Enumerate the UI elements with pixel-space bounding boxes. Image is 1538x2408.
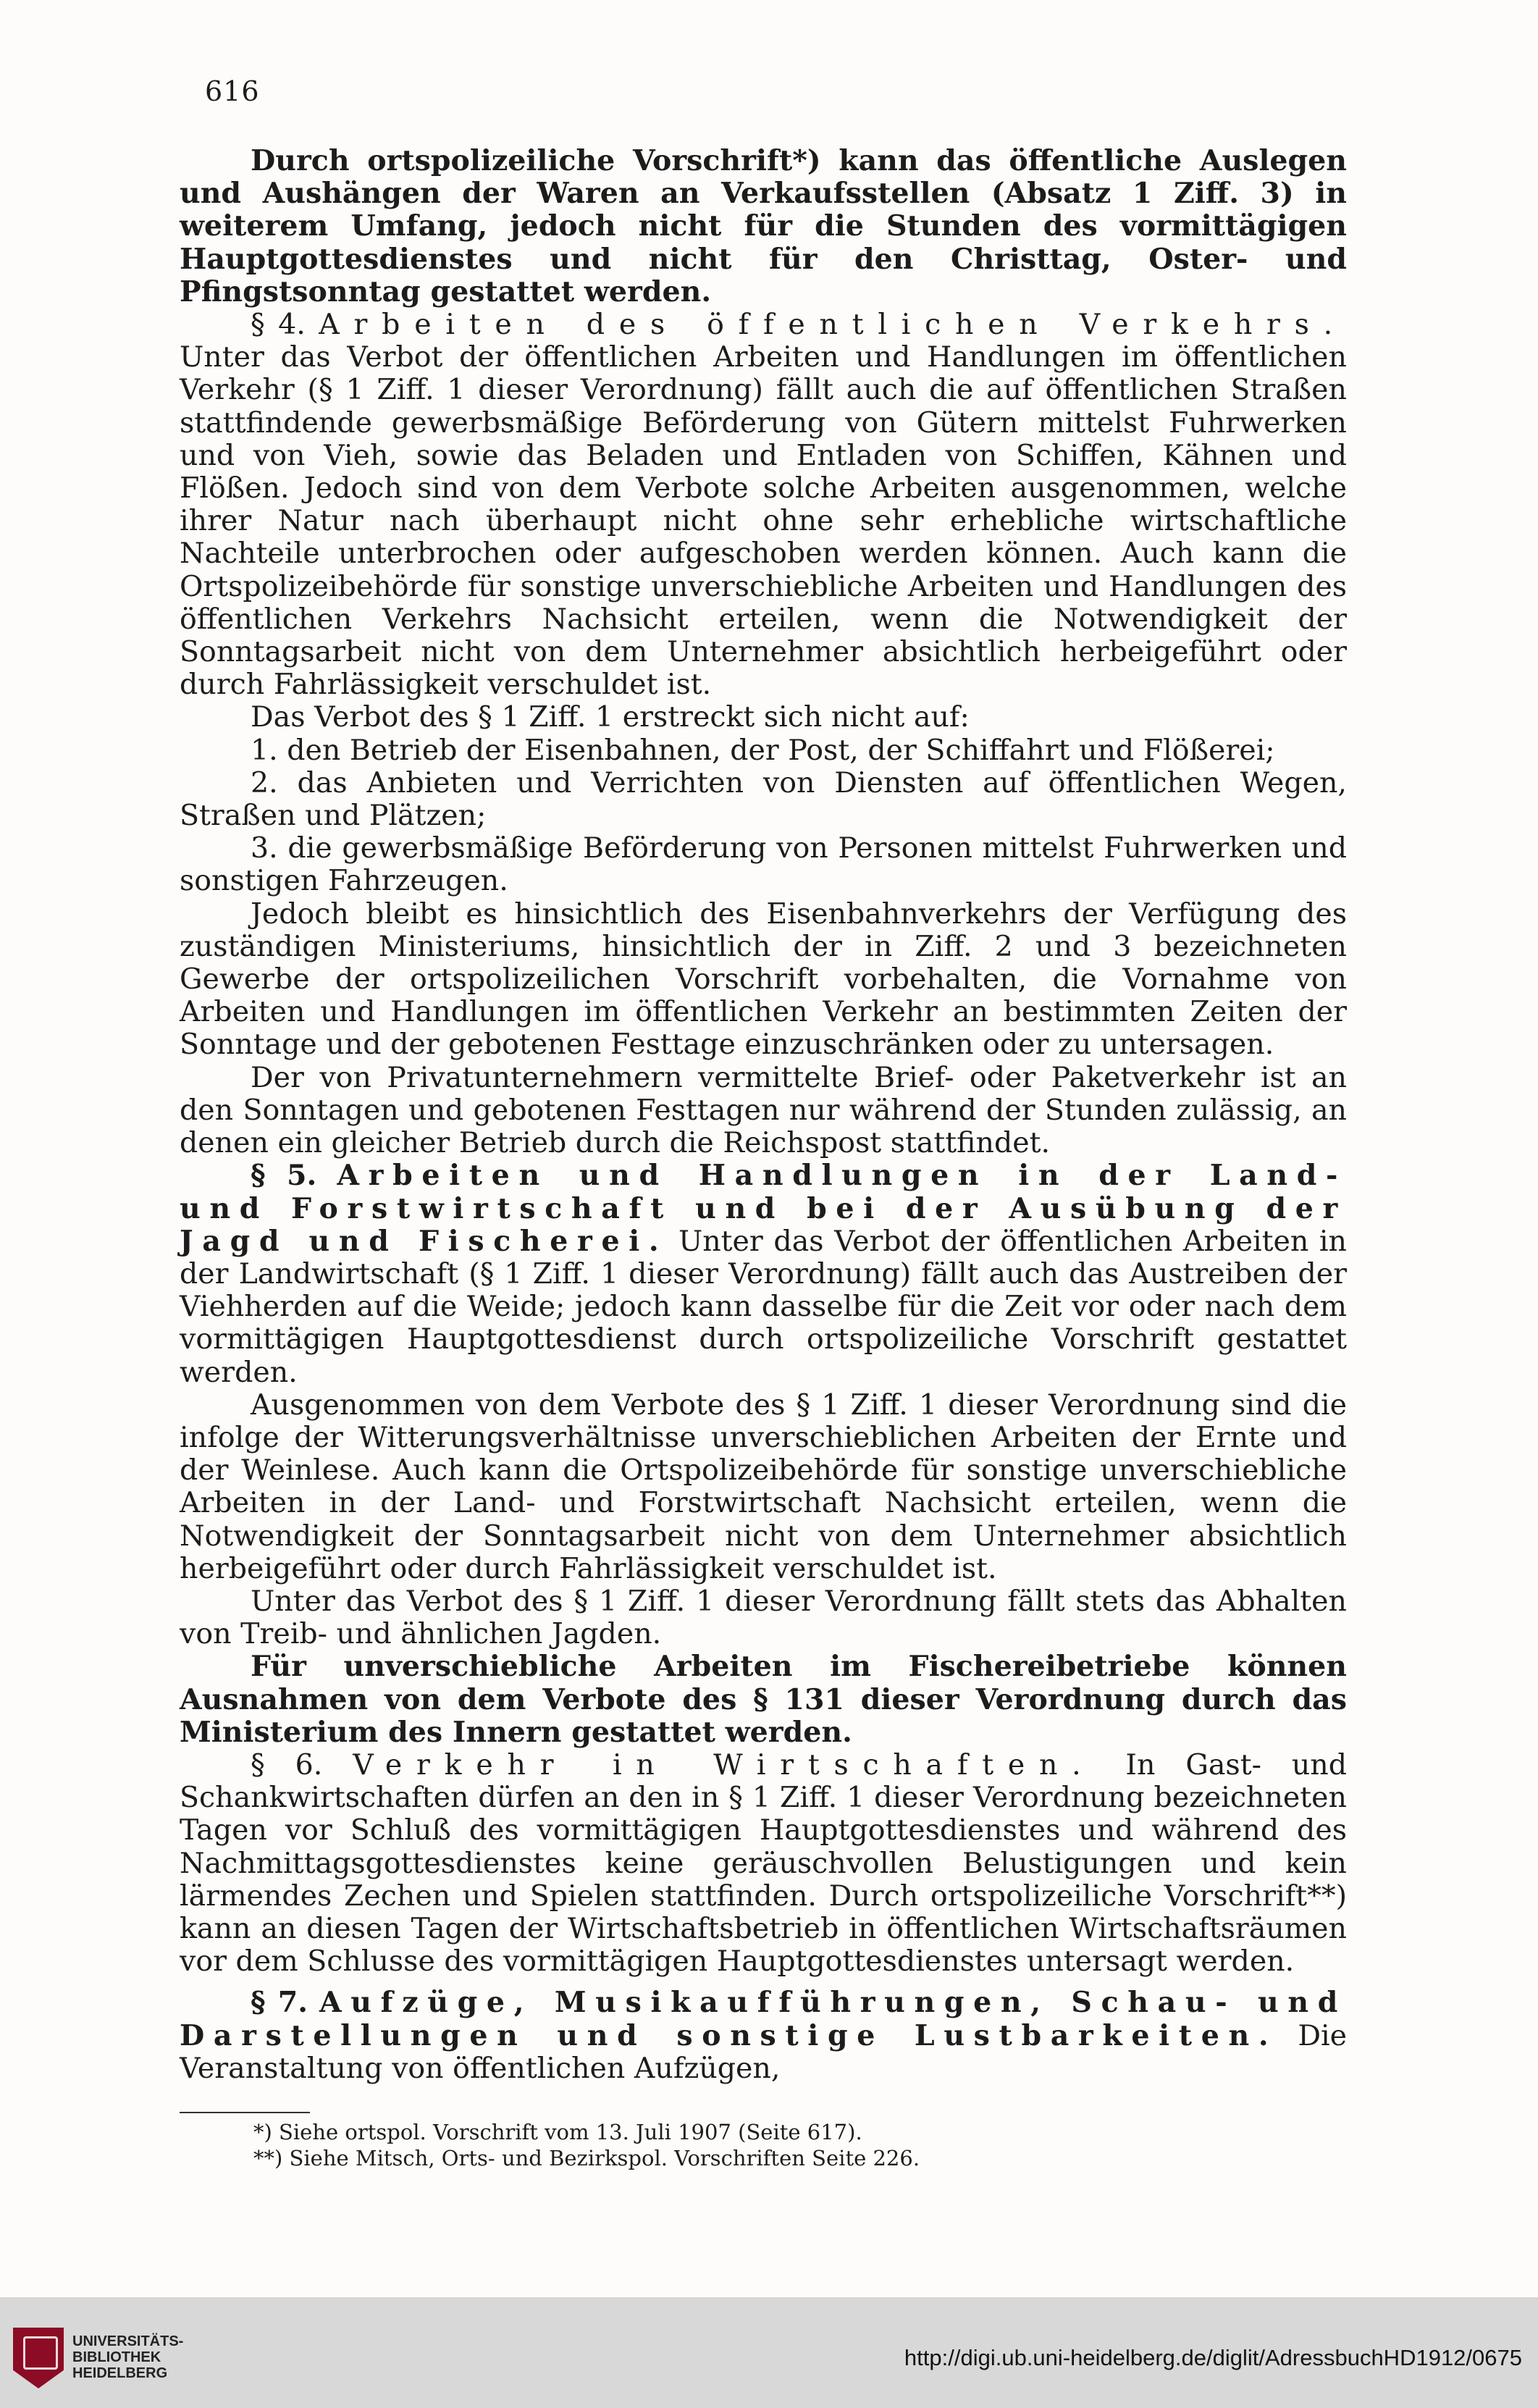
section-5 bbox=[180, 1159, 1347, 1388]
section-number: § 5. bbox=[251, 1159, 317, 1193]
section-text: Unter das Verbot der öffentlichen Arbeiten in der Landwirtschaft (§ 1 Ziff. 1 dieser Verordnung) fällt auch das Austreiben der Viehherden auf die Weide; jedoch kann dasselbe für die Zeit vor oder nach dem vormittägigen Hauptgottesdienst durch ortspolizeiliche Vorschrift gestattet werden. bbox=[180, 1224, 1347, 1389]
paragraph: Ausgenommen von dem Verbote des § 1 Ziff. 1 dieser Verordnung sind die infolge der Witterungsverhältnisse unverschieblichen Arbeiten der Ernte und der Weinlese. Auch kann die Ortspolizeibehörde für sonstige unverschiebliche Arbeiten in der Land- und Forstwirtschaft Nachsicht erteilen, wenn die Notwendigkeit der Sonntagsarbeit nicht von dem Unternehmer absichtlich herbeigeführt oder durch Fahrlässigkeit verschuldet ist. bbox=[180, 1388, 1347, 1585]
paragraph: Durch ortspolizeiliche Vorschrift*) kann das öffentliche Auslegen und Aushängen der Waren an Verkaufsstellen (Absatz 1 Ziff. 3) in weiterem Umfang, jedoch nicht für die Stunden des vormittägigen Hauptgottesdienstes und nicht für den Christtag, Oster- und Pfingstsonntag gestattet werden. bbox=[180, 144, 1347, 309]
section-6 bbox=[180, 1749, 1347, 1978]
page-number: 616 bbox=[205, 75, 260, 107]
institution-line: BIBLIOTHEK bbox=[72, 2349, 161, 2365]
section-7 bbox=[180, 1987, 1347, 2085]
institution-line: UNIVERSITÄTS- bbox=[72, 2333, 184, 2349]
list-item: 3. die gewerbsmäßige Beförderung von Personen mittelst Fuhrwerken und sonstigen Fahrzeugen. bbox=[180, 831, 1347, 898]
section-title: Arbeiten und Handlungen in der Land- und Forstwirtschaft und bei der Ausübung der Jagd und Fischerei. bbox=[180, 1159, 1347, 1258]
viewer-footer bbox=[0, 2297, 1538, 2408]
paragraph: Jedoch bleibt es hinsichtlich des Eisenbahnverkehrs der Verfügung des zuständigen Ministeriums, hinsichtlich der in Ziff. 2 und 3 bezeichneten Gewerbe der ortspolizeilichen Vorschrift vorbehalten, die Vornahme von Arbeiten und Handlungen im öffentlichen Verkehr an bestimmten Zeiten der Sonntage und der gebotenen Festtage einzuschränken oder zu untersagen. bbox=[180, 897, 1347, 1062]
section-number: § 6. bbox=[251, 1748, 323, 1782]
paragraph: Unter das Verbot des § 1 Ziff. 1 dieser Verordnung fällt stets das Abhalten von Treib- und ähnlichen Jagden. bbox=[180, 1584, 1347, 1651]
section-title: Aufzüge, Musikaufführungen, Schau- und Darstellungen und sonstige Lustbarkeiten. bbox=[180, 1986, 1347, 2052]
section-4 bbox=[180, 309, 1347, 701]
footnote: *) Siehe ortspol. Vorschrift vom 13. Juli 1907 (Seite 617). bbox=[253, 2120, 862, 2144]
section-number: § 4. bbox=[251, 308, 306, 342]
paragraph: Das Verbot des § 1 Ziff. 1 erstreckt sich nicht auf: bbox=[251, 700, 970, 734]
section-text: In Gast- und Schankwirtschaften dürfen an den in § 1 Ziff. 1 dieser Verordnung bezeichneten Tagen vor Schluß des vormittägigen Hauptgottesdienstes und während des Nachmittagsgottesdienstes keine geräuschvollen Belustigungen und kein lärmendes Zechen und Spielen stattfinden. Durch ortspolizeiliche Vorschrift**) kann an diesen Tagen der Wirtschaftsbetrieb in öffentlichen Wirtschaftsräumen vor dem Schlusse des vormittägigen Hauptgottesdienstes untersagt werden. bbox=[180, 1748, 1347, 1979]
institution-line: HEIDELBERG bbox=[72, 2365, 168, 2381]
paragraph: Für unverschiebliche Arbeiten im Fischereibetriebe können Ausnahmen von dem Verbote des § 131 dieser Verordnung durch das Ministerium des Innern gestattet werden. bbox=[180, 1650, 1347, 1749]
footnote: **) Siehe Mitsch, Orts- und Bezirkspol. Vorschriften Seite 226. bbox=[253, 2146, 920, 2170]
paragraph: Der von Privatunternehmern vermittelte Brief- oder Paketverkehr ist an den Sonntagen und gebotenen Festtagen nur während der Stunden zulässig, an denen ein gleicher Betrieb durch die Reichspost stattfindet. bbox=[180, 1060, 1347, 1160]
footnotes bbox=[253, 2119, 1340, 2171]
section-text: Die Veranstaltung von öffentlichen Aufzügen, bbox=[180, 2018, 1347, 2085]
section-title: Verkehr in Wirtschaften. bbox=[353, 1748, 1096, 1782]
list-item: 1. den Betrieb der Eisenbahnen, der Post, der Schiffahrt und Flößerei; bbox=[251, 733, 1275, 767]
university-library-shield-icon[interactable] bbox=[13, 2328, 64, 2388]
list-item: 2. das Anbieten und Verrichten von Diensten auf öffentlichen Wegen, Straßen und Plätzen; bbox=[180, 765, 1347, 833]
body-text bbox=[180, 145, 1347, 2085]
section-text: Unter das Verbot der öffentlichen Arbeiten und Handlungen im öffentlichen Verkehr (§ 1 Ziff. 1 dieser Verordnung) fällt auch die auf öffentlichen Straßen stattfindende gewerbsmäßige Beförderung von Gütern mittelst Fuhrwerken und von Vieh, sowie das Beladen und Entladen von Schiffen, Kähnen und Flößen. Jedoch sind von dem Verbote solche Arbeiten ausgenommen, welche ihrer Natur nach überhaupt nicht ohne sehr erhebliche wirtschaftliche Nachteile unterbrochen oder aufgeschoben werden können. Auch kann die Ortspolizeibehörde für sonstige unverschiebliche Arbeiten und Handlungen des öffentlichen Verkehrs Nachsicht erteilen, wenn die Notwendigkeit der Sonntagsarbeit nicht von dem Unternehmer absichtlich herbeigeführt oder durch Fahrlässigkeit verschuldet ist. bbox=[180, 340, 1347, 702]
section-number: § 7. bbox=[251, 1986, 308, 2020]
institution-name[interactable] bbox=[72, 2333, 183, 2381]
section-title: Arbeiten des öffentlichen Verkehrs. bbox=[319, 308, 1347, 342]
permalink-url[interactable]: http://digi.ub.uni-heidelberg.de/diglit/AdressbuchHD1912/0675 bbox=[904, 2345, 1522, 2370]
footnote-divider bbox=[180, 2112, 310, 2113]
